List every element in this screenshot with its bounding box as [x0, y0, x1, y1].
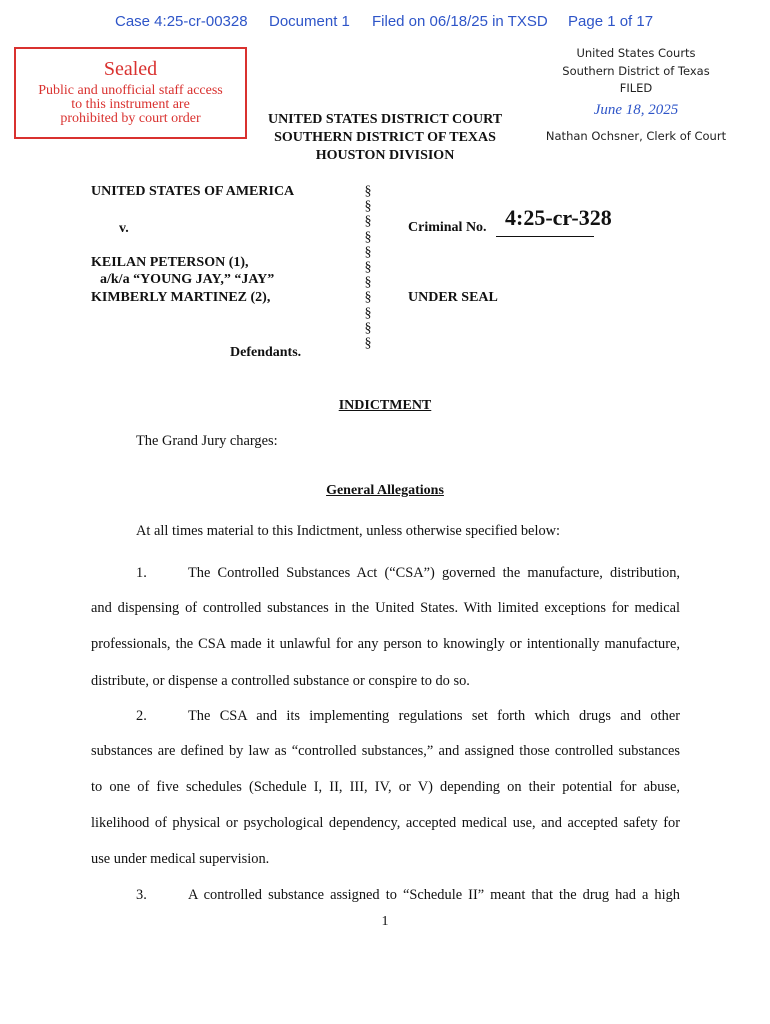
section-symbol: §	[364, 229, 372, 245]
sealed-stamp-line3: prohibited by court order	[60, 111, 201, 126]
versus: v.	[119, 221, 129, 236]
sealed-stamp	[14, 47, 247, 139]
clerk-stamp-line1: United States Courts	[576, 46, 696, 60]
paragraph-2-line1: The CSA and its implementing regulations set forth which drugs and other	[188, 708, 680, 724]
page-number: 1	[381, 914, 389, 929]
sealed-stamp-line1: Public and unofficial staff access	[38, 83, 223, 98]
sealed-stamp-line2: to this instrument are	[71, 97, 190, 112]
section-symbol: §	[364, 320, 372, 336]
section-symbol: §	[364, 199, 372, 215]
clerk-stamp-date: June 18, 2025	[593, 102, 679, 118]
clerk-stamp-line3: FILED	[619, 81, 653, 95]
under-seal: UNDER SEAL	[408, 290, 498, 305]
paragraph-2-line3: to one of five schedules (Schedule I, II, III, IV, or V) depending on their potential for abuse,	[91, 779, 680, 795]
grand-jury-charges: The Grand Jury charges:	[136, 433, 278, 449]
intro-sentence: At all times material to this Indictment, unless otherwise specified below:	[136, 523, 561, 539]
defendant-2-name: KIMBERLY MARTINEZ (2),	[91, 290, 271, 305]
sealed-stamp-title: Sealed	[103, 58, 158, 80]
court-division: HOUSTON DIVISION	[315, 148, 455, 163]
filed-date-header: Filed on 06/18/25 in TXSD	[372, 13, 548, 30]
section-symbol: §	[364, 335, 372, 351]
section-symbol-column	[361, 184, 375, 351]
page-count-header: Page 1 of 17	[568, 13, 654, 30]
defendant-1-aka: a/k/a “YOUNG JAY,” “JAY”	[100, 272, 275, 287]
sealed-stamp-text	[16, 84, 245, 126]
case-number-underline	[496, 236, 594, 237]
document-number-header: Document 1	[269, 13, 350, 30]
defendants-label: Defendants.	[230, 345, 302, 360]
indictment-title: INDICTMENT	[338, 398, 432, 413]
section-symbol: §	[364, 290, 372, 306]
section-symbol: §	[364, 214, 372, 230]
case-number-header: Case 4:25-cr-00328	[115, 13, 248, 30]
case-number: 4:25-cr-328	[505, 205, 612, 230]
court-name: UNITED STATES DISTRICT COURT	[267, 112, 503, 127]
section-symbol: §	[364, 184, 372, 199]
paragraph-2-line4: likelihood of physical or psychological dependency, accepted medical use, and accepted safety for	[91, 815, 680, 831]
section-symbol: §	[364, 275, 372, 291]
clerk-stamp-line2: Southern District of Texas	[562, 64, 710, 78]
paragraph-2-line2: substances are defined by law as “controlled substances,” and assigned those controlled substances	[91, 743, 680, 759]
paragraph-3-line1: A controlled substance assigned to “Schedule II” meant that the drug had a high	[188, 887, 680, 903]
criminal-no-label: Criminal No.	[408, 220, 487, 235]
paragraph-1-line1: The Controlled Substances Act (“CSA”) governed the manufacture, distribution,	[188, 565, 680, 581]
defendant-1-name: KEILAN PETERSON (1),	[91, 255, 249, 270]
paragraph-2-number: 2.	[136, 708, 147, 724]
court-district: SOUTHERN DISTRICT OF TEXAS	[274, 130, 496, 145]
section-symbol: §	[364, 305, 372, 321]
general-allegations-heading: General Allegations	[326, 483, 444, 498]
plaintiff-name: UNITED STATES OF AMERICA	[91, 184, 295, 199]
section-symbol: §	[364, 244, 372, 260]
paragraph-3-number: 3.	[136, 887, 147, 903]
section-symbol: §	[364, 259, 372, 275]
paragraph-1-line3: professionals, the CSA made it unlawful for any person to knowingly or intentionally manufacture,	[91, 636, 680, 652]
clerk-stamp-clerk: Nathan Ochsner, Clerk of Court	[545, 129, 727, 143]
paragraph-2-line5: use under medical supervision.	[91, 851, 270, 867]
paragraph-1-number: 1.	[136, 565, 147, 581]
paragraph-1-line2: and dispensing of controlled substances in the United States. With limited exceptions for medical	[91, 600, 680, 616]
paragraph-1-line4: distribute, or dispense a controlled substance or conspire to do so.	[91, 673, 470, 689]
